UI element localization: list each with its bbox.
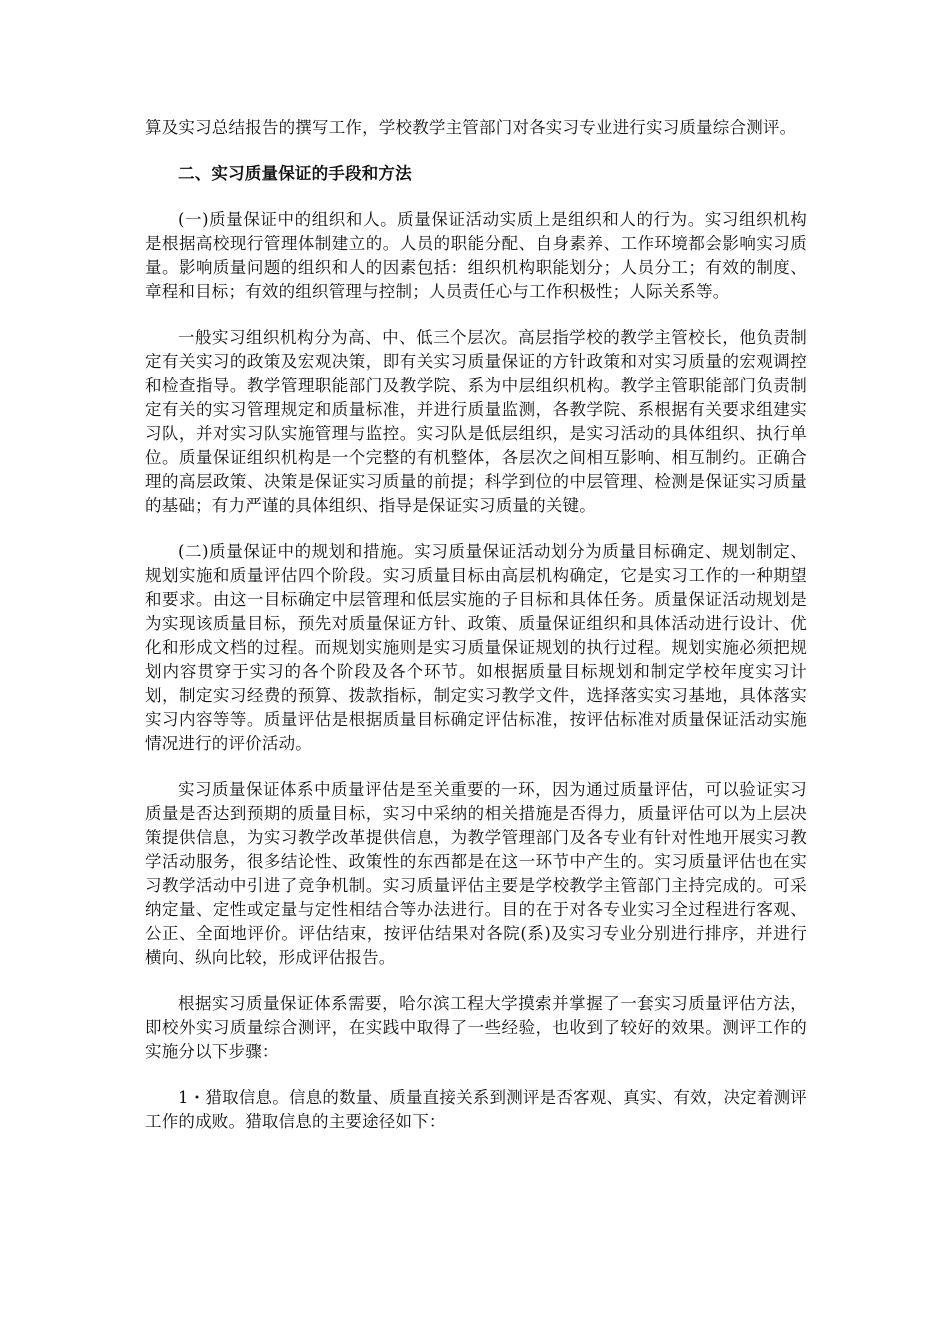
paragraph-levels: 一般实习组织机构分为高、中、低三个层次。高层指学校的教学主管校长，他负责制定有关实习的政策及宏观决策，即有关实习质量保证的方针政策和对实习质量的宏观调控和检查指导。教学管理职能部门及教学院、系为中层组织机构。教学主管职能部门负责制定有关的实习管理规定和质量标准，并进行质量监测，各教学院、系根据有关要求组建实习队，并对实习队实施管理与监控。实习队是低层组织，是实习活动的具体组织、执行单位。质量保证组织机构是一个完整的有机整体，各层次之间相互影响、相互制约。正确合理的高层政策、决策是保证实习质量的前提；科学到位的中层管理、检测是保证实习质量的基础；有力严谨的具体组织、指导是保证实习质量的关键。: [145, 328, 807, 515]
paragraph-step-one: 1・猎取信息。信息的数量、质量直接关系到测评是否客观、真实、有效，决定着测评工作的成败。猎取信息的主要途径如下：: [145, 1088, 807, 1131]
paragraph-planning: (二)质量保证中的规划和措施。实习质量保证活动划分为质量目标确定、规划制定、规划实施和质量评估四个阶段。实习质量目标由高层机构确定，它是实习工作的一种期望和要求。由这一目标确定中层管理和低层实施的子目标和具体任务。质量保证活动规划是为实现该质量目标，预先对质量保证方针、政策、质量保证组织和具体活动进行设计、优化和形成文档的过程。而规划实施则是实习质量保证规划的执行过程。规划实施必须把规划内容贯穿于实习的各个阶段及各个环节。如根据质量目标规划和制定学校年度实习计划，制定实习经费的预算、拨款指标，制定实习教学文件，选择落实实习基地，具体落实实习内容等等。质量评估是根据质量目标确定评估标准，按评估标准对质量保证活动实施情况进行的评价活动。: [145, 542, 807, 753]
continuation-paragraph: 算及实习总结报告的撰写工作，学校教学主管部门对各实习专业进行实习质量综合测评。: [145, 118, 797, 137]
paragraph-organization: (一)质量保证中的组织和人。质量保证活动实质上是组织和人的行为。实习组织机构是根据高校现行管理体制建立的。人员的职能分配、自身素养、工作环境都会影响实习质量。影响质量问题的组织和人的因素包括：组织机构职能划分；人员分工；有效的制度、章程和目标；有效的组织管理与控制；人员责任心与工作积极性；人际关系等。: [145, 210, 807, 301]
document-body: [145, 116, 807, 1134]
paragraph-gap: [145, 970, 807, 992]
paragraph-gap: [145, 140, 807, 162]
section-heading: 二、实习质量保证的手段和方法: [178, 164, 412, 183]
paragraph-evaluation: 实习质量保证体系中质量评估是至关重要的一环，因为通过质量评估，可以验证实习质量是否达到预期的质量目标，实习中采纳的相关措施是否得力，质量评估可以为上层决策提供信息，为实习教学改革提供信息，为教学管理部门及各专业有针对性地开展实习教学活动服务，很多结论性、政策性的东西都是在这一环节中产生的。实习质量评估也在实习教学活动中引进了竞争机制。实习质量评估主要是学校教学主管部门主持完成的。可采纳定量、定性或定量与定性相结合等办法进行。目的在于对各专业实习全过程进行客观、公正、全面地评价。评估结束，按评估结果对各院(系)及实习专业分别进行排序，并进行横向、纵向比较，形成评估报告。: [145, 780, 807, 967]
paragraph-gap: [145, 186, 807, 208]
paragraph-gap: [145, 756, 807, 778]
paragraph-method: 根据实习质量保证体系需要，哈尔滨工程大学摸索并掌握了一套实习质量评估方法，即校外实习质量综合测评，在实践中取得了一些经验，也收到了较好的效果。测评工作的实施分以下步骤：: [145, 994, 807, 1061]
paragraph-gap: [145, 304, 807, 326]
paragraph-gap: [145, 518, 807, 540]
paragraph-gap: [145, 1064, 807, 1086]
